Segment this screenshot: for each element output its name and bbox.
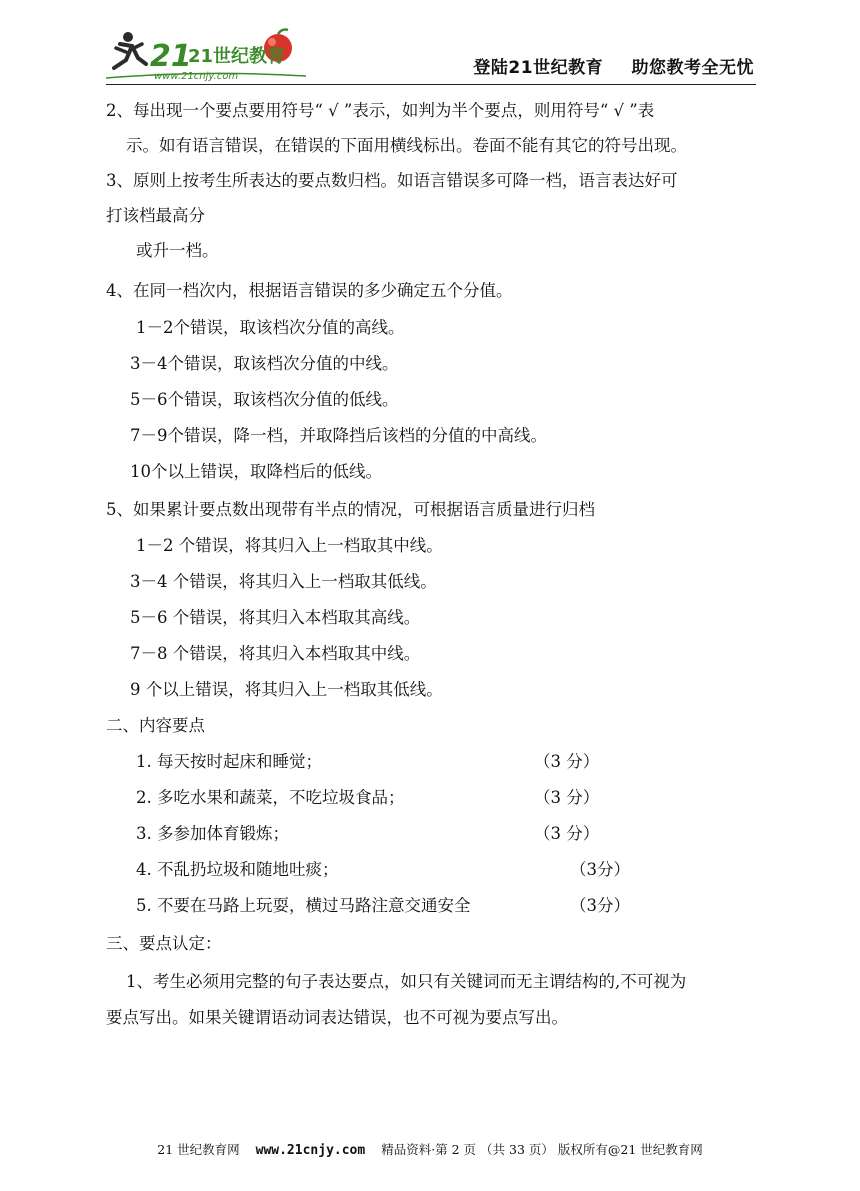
item-score: （3分） (570, 860, 630, 879)
item-score: （3 分） (534, 752, 600, 771)
paragraph-line: 4、在同一档次内，根据语言错误的多少确定五个分值。 (106, 281, 513, 300)
content-item: 5. 不要在马路上玩耍，横过马路注意交通安全 (136, 896, 471, 915)
21cnjy-logo (106, 28, 306, 82)
paragraph-line: 打该档最高分 (106, 206, 205, 225)
item-score: （3分） (570, 896, 630, 915)
paragraph-line: 或升一档。 (136, 241, 219, 260)
paragraph-line: 1－2 个错误，将其归入上一档取其中线。 (136, 536, 443, 555)
section-heading: 三、要点认定： (106, 934, 222, 953)
paragraph-line: 5－6 个错误，将其归入本档取其高线。 (130, 608, 421, 627)
content-item: 3. 多参加体育锻炼； (136, 824, 289, 843)
content-item: 1. 每天按时起床和睡觉； (136, 752, 322, 771)
footer-site: www.21cnjy.com (255, 1143, 366, 1158)
item-score: （3 分） (534, 824, 600, 843)
paragraph-line: 5、如果累计要点数出现带有半点的情况，可根据语言质量进行归档 (106, 500, 595, 519)
header-slogan (451, 53, 754, 78)
paragraph-line: 1、考生必须用完整的句子表达要点，如只有关键词而无主谓结构的,不可视为 (126, 972, 687, 991)
slogan-1: 登陆21世纪教育 (473, 58, 604, 78)
content-item: 4. 不乱扔垃圾和随地吐痰； (136, 860, 339, 879)
logo-url: www.21cnjy.com (154, 71, 239, 82)
paragraph-line: 9 个以上错误，将其归入上一档取其低线。 (130, 680, 443, 699)
paragraph-line: 2、每出现一个要点要用符号“ √ ”表示，如判为半个要点，则用符号“ √ ”表 (106, 101, 655, 120)
item-score: （3 分） (534, 788, 600, 807)
svg-text:21: 21 (150, 39, 192, 74)
page-footer (0, 1140, 860, 1158)
paragraph-line: 7－8 个错误，将其归入本档取其中线。 (130, 644, 421, 663)
page-header (106, 28, 756, 85)
paragraph-line: 示。如有语言错误，在错误的下面用横线标出。卷面不能有其它的符号出现。 (126, 136, 687, 155)
paragraph-line: 3－4个错误，取该档次分值的中线。 (130, 354, 399, 373)
paragraph-line: 10个以上错误，取降档后的低线。 (130, 462, 382, 481)
paragraph-line: 5－6个错误，取该档次分值的低线。 (130, 390, 399, 409)
paragraph-line: 要点写出。如果关键谓语动词表达错误，也不可视为要点写出。 (106, 1008, 568, 1027)
paragraph-line: 3－4 个错误，将其归入上一档取其低线。 (130, 572, 437, 591)
footer-right: 精品资料·第 2 页 （共 33 页） 版权所有@21 世纪教育网 (381, 1142, 703, 1157)
paragraph-line: 1－2个错误，取该档次分值的高线。 (136, 318, 405, 337)
footer-left: 21 世纪教育网 (157, 1142, 240, 1157)
content-item: 2. 多吃水果和蔬菜，不吃垃圾食品； (136, 788, 405, 807)
paragraph-line: 7－9个错误，降一档，并取降挡后该档的分值的中高线。 (130, 426, 547, 445)
section-heading: 二、内容要点 (106, 716, 205, 735)
paragraph-line: 3、原则上按考生所表达的要点数归档。如语言错误多可降一档，语言表达好可 (106, 171, 678, 190)
logo-text: 21世纪教育 (188, 46, 286, 67)
slogan-2: 助您教考全无忧 (631, 58, 754, 78)
